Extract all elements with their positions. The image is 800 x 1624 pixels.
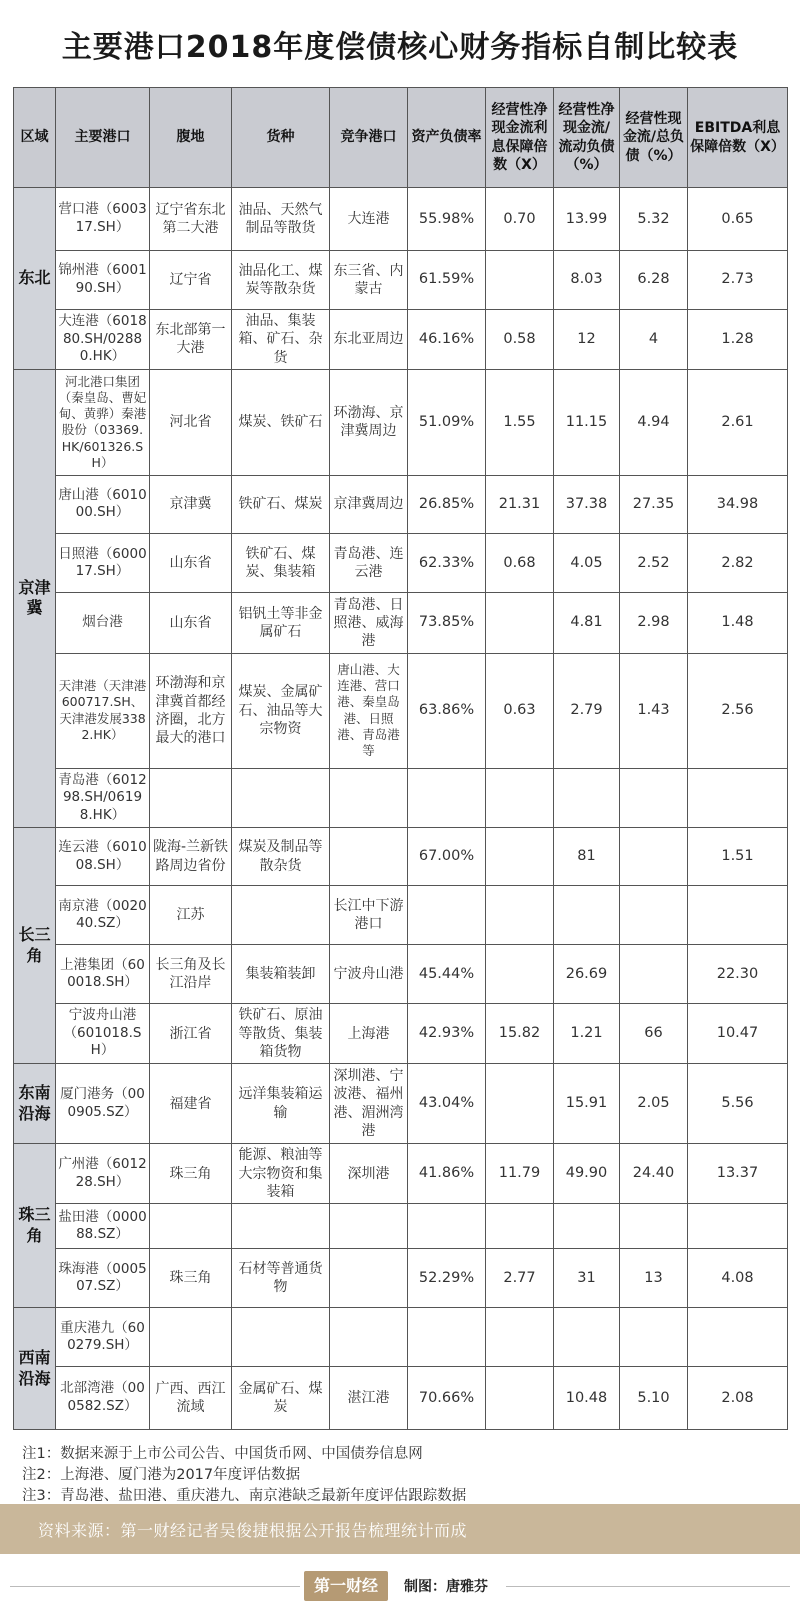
header-ocf-interest: 经营性净现金流利息保障倍数（X） [486,88,554,188]
port-cell: 营口港（600317.SH） [56,188,150,251]
ebitda-cell: 10.47 [688,1004,788,1064]
competitor-cell: 东三省、内蒙古 [330,250,408,309]
note-3: 注3：青岛港、盐田港、重庆港九、南京港缺乏最新年度评估跟踪数据 [22,1488,467,1504]
region-cell: 长三角 [14,827,56,1064]
region-cell: 东北 [14,188,56,370]
debt-ratio-cell: 51.09% [408,370,486,475]
port-cell: 青岛港（601298.SH/06198.HK） [56,768,150,827]
ocf-total-cell: 24.40 [620,1143,688,1203]
ocf-interest-cell: 21.31 [486,475,554,534]
port-cell: 重庆港九（600279.SH） [56,1308,150,1367]
table-row [14,1308,788,1367]
cargo-cell: 能源、粮油等大宗物资和集装箱 [232,1143,330,1203]
competitor-cell [330,1249,408,1308]
header-debt-ratio: 资产负债率 [408,88,486,188]
hinterland-cell [150,1308,232,1367]
hinterland-cell: 环渤海和京津冀首都经济圈，北方最大的港口 [150,653,232,768]
competitor-cell [330,1308,408,1367]
port-cell: 烟台港 [56,593,150,653]
note-2: 注2：上海港、厦门港为2017年度评估数据 [22,1467,301,1483]
header-ocf-total: 经营性现金流/总负债（%） [620,88,688,188]
cargo-cell: 金属矿石、煤炭 [232,1366,330,1429]
ocf-total-cell [620,1204,688,1249]
ocf-total-cell: 2.52 [620,534,688,593]
cargo-cell: 铝钒土等非金属矿石 [232,593,330,653]
port-cell: 宁波舟山港（601018.SH） [56,1004,150,1064]
competitor-cell: 东北亚周边 [330,309,408,369]
hinterland-cell: 辽宁省东北第二大港 [150,188,232,251]
page-title: 主要港口2018年度偿债核心财务指标自制比较表 [61,30,739,65]
ocf-current-cell: 49.90 [554,1143,620,1203]
competitor-cell [330,1204,408,1249]
ocf-interest-cell: 11.79 [486,1143,554,1203]
competitor-cell: 大连港 [330,188,408,251]
source-banner [0,1504,800,1554]
port-cell: 盐田港（000088.SZ） [56,1204,150,1249]
debt-ratio-cell: 61.59% [408,250,486,309]
table-row [14,1143,788,1203]
ebitda-cell: 22.30 [688,945,788,1004]
ocf-interest-cell [486,250,554,309]
competitor-cell: 环渤海、京津冀周边 [330,370,408,475]
ocf-total-cell [620,827,688,886]
ocf-current-cell [554,1308,620,1367]
debt-ratio-cell: 41.86% [408,1143,486,1203]
ocf-current-cell: 15.91 [554,1064,620,1143]
ocf-total-cell [620,768,688,827]
table-row [14,250,788,309]
port-cell: 广州港（601228.SH） [56,1143,150,1203]
debt-ratio-cell [408,886,486,945]
competitor-cell: 上海港 [330,1004,408,1064]
table-row [14,1004,788,1064]
ocf-current-cell: 26.69 [554,945,620,1004]
competitor-cell: 深圳港、宁波港、福州港、湄洲湾港 [330,1064,408,1143]
table-row [14,1249,788,1308]
header-row [14,88,788,188]
ocf-interest-cell [486,1204,554,1249]
header-cargo: 货种 [232,88,330,188]
ebitda-cell [688,1204,788,1249]
maker-credit: 制图：唐雅芬 [404,1579,488,1595]
ocf-interest-cell: 0.58 [486,309,554,369]
ocf-total-cell: 4 [620,309,688,369]
hinterland-cell: 江苏 [150,886,232,945]
ocf-interest-cell: 0.68 [486,534,554,593]
ocf-interest-cell [486,886,554,945]
port-cell: 大连港（601880.SH/02880.HK） [56,309,150,369]
hinterland-cell [150,1204,232,1249]
debt-ratio-cell [408,1308,486,1367]
competitor-cell [330,827,408,886]
ocf-total-cell: 4.94 [620,370,688,475]
table-row [14,593,788,653]
hinterland-cell: 辽宁省 [150,250,232,309]
ocf-total-cell [620,945,688,1004]
ebitda-cell [688,1308,788,1367]
ocf-current-cell: 8.03 [554,250,620,309]
port-cell: 天津港（天津港600717.SH、天津港发展3382.HK） [56,653,150,768]
ocf-current-cell: 31 [554,1249,620,1308]
hinterland-cell: 河北省 [150,370,232,475]
ocf-current-cell [554,768,620,827]
table-row [14,370,788,475]
port-cell: 锦州港（600190.SH） [56,250,150,309]
ebitda-cell: 2.08 [688,1366,788,1429]
debt-ratio-cell: 62.33% [408,534,486,593]
table-row [14,945,788,1004]
hinterland-cell: 珠三角 [150,1143,232,1203]
debt-ratio-cell: 42.93% [408,1004,486,1064]
cargo-cell [232,1204,330,1249]
ocf-current-cell: 13.99 [554,188,620,251]
footer-divider-right [506,1586,790,1587]
debt-ratio-cell: 26.85% [408,475,486,534]
debt-ratio-cell: 73.85% [408,593,486,653]
cargo-cell [232,886,330,945]
table-row [14,1064,788,1143]
hinterland-cell: 陇海-兰新铁路周边省份 [150,827,232,886]
debt-ratio-cell: 52.29% [408,1249,486,1308]
port-cell: 北部湾港（000582.SZ） [56,1366,150,1429]
region-cell: 西南沿海 [14,1308,56,1430]
table-row [14,475,788,534]
table-row [14,768,788,827]
cargo-cell [232,1308,330,1367]
header-competitor: 竞争港口 [330,88,408,188]
competitor-cell: 长江中下游港口 [330,886,408,945]
hinterland-cell: 珠三角 [150,1249,232,1308]
cargo-cell: 铁矿石、煤炭 [232,475,330,534]
debt-ratio-cell: 63.86% [408,653,486,768]
ebitda-cell: 34.98 [688,475,788,534]
ebitda-cell: 2.73 [688,250,788,309]
competitor-cell: 唐山港、大连港、营口港、秦皇岛港、日照港、青岛港等 [330,653,408,768]
ocf-current-cell [554,1204,620,1249]
ebitda-cell: 2.82 [688,534,788,593]
debt-ratio-cell: 70.66% [408,1366,486,1429]
header-port: 主要港口 [56,88,150,188]
ocf-current-cell: 81 [554,827,620,886]
competitor-cell [330,768,408,827]
header-region: 区域 [14,88,56,188]
footer-divider-left [10,1586,300,1587]
cargo-cell: 油品、集装箱、矿石、杂货 [232,309,330,369]
ocf-total-cell: 13 [620,1249,688,1308]
ocf-current-cell: 10.48 [554,1366,620,1429]
competitor-cell: 湛江港 [330,1366,408,1429]
debt-ratio-cell: 45.44% [408,945,486,1004]
ocf-current-cell: 11.15 [554,370,620,475]
hinterland-cell: 山东省 [150,534,232,593]
ebitda-cell: 5.56 [688,1064,788,1143]
ocf-interest-cell: 1.55 [486,370,554,475]
hinterland-cell: 长三角及长江沿岸 [150,945,232,1004]
port-cell: 河北港口集团（秦皇岛、曹妃甸、黄骅）秦港股份（03369.HK/601326.SH） [56,370,150,475]
port-cell: 连云港（601008.SH） [56,827,150,886]
hinterland-cell: 广西、西江流域 [150,1366,232,1429]
cargo-cell: 煤炭及制品等散杂货 [232,827,330,886]
cargo-cell: 集装箱装卸 [232,945,330,1004]
debt-ratio-cell: 46.16% [408,309,486,369]
debt-ratio-cell: 67.00% [408,827,486,886]
header-ebitda: EBITDA利息保障倍数（X） [688,88,788,188]
ebitda-cell [688,768,788,827]
ocf-interest-cell [486,1366,554,1429]
logo: 第一财经 [304,1571,388,1601]
ebitda-cell: 2.61 [688,370,788,475]
ocf-current-cell: 12 [554,309,620,369]
competitor-cell: 宁波舟山港 [330,945,408,1004]
hinterland-cell: 浙江省 [150,1004,232,1064]
table-row [14,188,788,251]
ocf-total-cell: 66 [620,1004,688,1064]
ebitda-cell: 13.37 [688,1143,788,1203]
ocf-total-cell: 5.32 [620,188,688,251]
region-cell: 京津冀 [14,370,56,828]
table-row [14,827,788,886]
debt-ratio-cell [408,768,486,827]
hinterland-cell: 东北部第一大港 [150,309,232,369]
table-row [14,1204,788,1249]
debt-ratio-cell: 55.98% [408,188,486,251]
ocf-current-cell: 4.81 [554,593,620,653]
ebitda-cell: 0.65 [688,188,788,251]
ocf-total-cell: 6.28 [620,250,688,309]
cargo-cell: 铁矿石、煤炭、集装箱 [232,534,330,593]
ebitda-cell [688,886,788,945]
competitor-cell: 京津冀周边 [330,475,408,534]
ebitda-cell: 1.51 [688,827,788,886]
ocf-total-cell: 1.43 [620,653,688,768]
ocf-total-cell: 2.98 [620,593,688,653]
cargo-cell: 油品化工、煤炭等散杂货 [232,250,330,309]
hinterland-cell: 山东省 [150,593,232,653]
competitor-cell: 青岛港、日照港、威海港 [330,593,408,653]
ocf-current-cell: 1.21 [554,1004,620,1064]
table-row [14,534,788,593]
source-text: 资料来源：第一财经记者吴俊捷根据公开报告梳理统计而成 [38,1521,468,1540]
header-hinterland: 腹地 [150,88,232,188]
ocf-current-cell [554,886,620,945]
ocf-interest-cell [486,827,554,886]
debt-ratio-cell: 43.04% [408,1064,486,1143]
ocf-total-cell: 27.35 [620,475,688,534]
table-row [14,886,788,945]
competitor-cell: 深圳港 [330,1143,408,1203]
cargo-cell: 煤炭、铁矿石 [232,370,330,475]
ebitda-cell: 1.48 [688,593,788,653]
cargo-cell: 石材等普通货物 [232,1249,330,1308]
ocf-interest-cell: 0.70 [486,188,554,251]
ocf-interest-cell: 15.82 [486,1004,554,1064]
ebitda-cell: 1.28 [688,309,788,369]
hinterland-cell: 京津冀 [150,475,232,534]
competitor-cell: 青岛港、连云港 [330,534,408,593]
ocf-current-cell: 2.79 [554,653,620,768]
ocf-interest-cell [486,1308,554,1367]
cargo-cell: 煤炭、金属矿石、油品等大宗物资 [232,653,330,768]
notes [22,1444,466,1507]
cargo-cell: 油品、天然气制品等散货 [232,188,330,251]
cargo-cell [232,768,330,827]
region-cell: 珠三角 [14,1143,56,1307]
table-row [14,1366,788,1429]
hinterland-cell [150,768,232,827]
cargo-cell: 远洋集装箱运输 [232,1064,330,1143]
port-cell: 南京港（002040.SZ） [56,886,150,945]
ebitda-cell: 4.08 [688,1249,788,1308]
ocf-total-cell: 2.05 [620,1064,688,1143]
port-cell: 日照港（600017.SH） [56,534,150,593]
data-table [13,87,788,1430]
port-cell: 上港集团（600018.SH） [56,945,150,1004]
ocf-interest-cell [486,1064,554,1143]
table-row [14,309,788,369]
ocf-current-cell: 4.05 [554,534,620,593]
ocf-interest-cell: 2.77 [486,1249,554,1308]
note-1: 注1：数据来源于上市公司公告、中国货币网、中国债券信息网 [22,1446,423,1462]
port-cell: 唐山港（601000.SH） [56,475,150,534]
ocf-total-cell: 5.10 [620,1366,688,1429]
ebitda-cell: 2.56 [688,653,788,768]
ocf-current-cell: 37.38 [554,475,620,534]
ocf-total-cell [620,1308,688,1367]
ocf-interest-cell [486,768,554,827]
port-cell: 厦门港务（000905.SZ） [56,1064,150,1143]
header-ocf-current: 经营性净现金流/流动负债（%） [554,88,620,188]
hinterland-cell: 福建省 [150,1064,232,1143]
region-cell: 东南沿海 [14,1064,56,1143]
table-row [14,653,788,768]
ocf-interest-cell: 0.63 [486,653,554,768]
port-cell: 珠海港（000507.SZ） [56,1249,150,1308]
ocf-total-cell [620,886,688,945]
cargo-cell: 铁矿石、原油等散货、集装箱货物 [232,1004,330,1064]
ocf-interest-cell [486,593,554,653]
ocf-interest-cell [486,945,554,1004]
debt-ratio-cell [408,1204,486,1249]
